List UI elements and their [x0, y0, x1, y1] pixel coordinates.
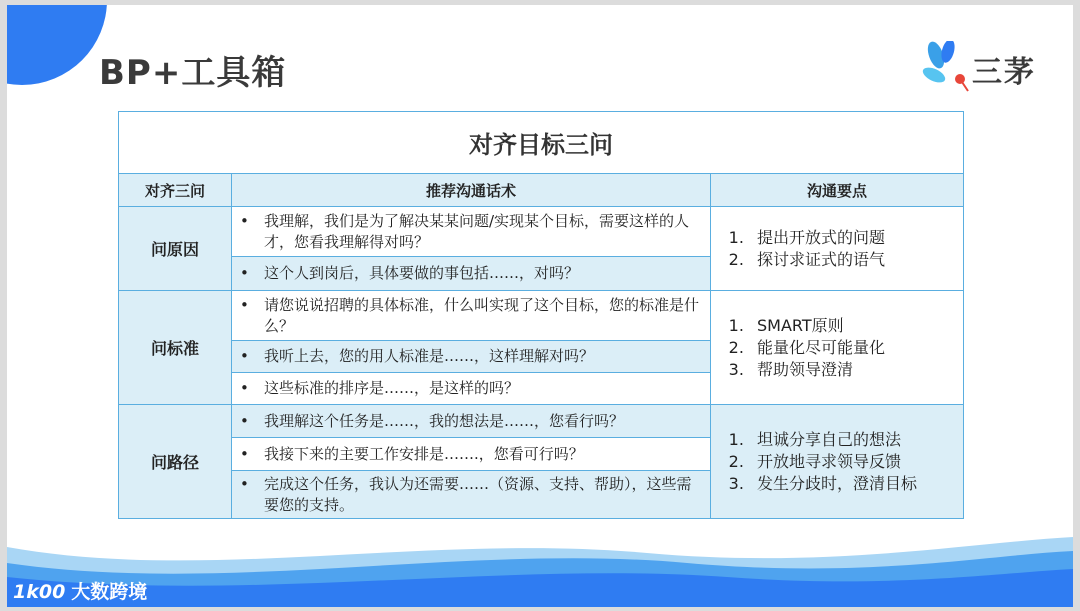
script-cell: • 这些标准的排序是……，是这样的吗？: [232, 373, 711, 405]
script-text: 我理解，我们是为了解决某某问题/实现某个目标，需要这样的人才，您看我理解得对吗？: [264, 211, 690, 251]
script-text: 我接下来的主要工作安排是…….，您看可行吗？: [264, 444, 584, 463]
points-cell-path: [711, 405, 964, 519]
script-text: 这个人到岗后，具体要做的事包括……，对吗？: [264, 264, 580, 282]
point-item: 2. 开放地寻求领导反馈: [749, 451, 963, 473]
script-cell: • 请您说说招聘的具体标准，什么叫实现了这个目标，您的标准是什么？: [232, 291, 711, 341]
script-text: 我理解这个任务是……，我的想法是……，您看行吗？: [264, 411, 625, 430]
alignment-table: [118, 111, 964, 519]
footer-waves: [7, 525, 1073, 607]
slide-title: BP+工具箱: [99, 53, 287, 93]
brand-name: 大数跨境: [71, 581, 148, 603]
script-cell: • 完成这个任务，我认为还需要……（资源、支持、帮助），这些需要您的支持。: [232, 471, 711, 519]
logo-text: 三茅: [972, 55, 1036, 90]
points-cell-reason: [711, 207, 964, 291]
table-caption: 对齐目标三问: [119, 112, 964, 174]
script-cell: • 我接下来的主要工作安排是…….，您看可行吗？: [232, 438, 711, 471]
point-item: 1. 坦诚分享自己的想法: [749, 429, 963, 451]
corner-decoration: [7, 5, 107, 85]
col-header-questions: 对齐三问: [119, 174, 232, 207]
col-header-points: 沟通要点: [711, 174, 964, 207]
point-item: 2. 能量化尽可能量化: [749, 337, 963, 359]
script-cell: • 这个人到岗后，具体要做的事包括……，对吗？: [232, 257, 711, 291]
script-text: 完成这个任务，我认为还需要……（资源、支持、帮助），这些需要您的支持。: [264, 474, 692, 514]
script-text: 请您说说招聘的具体标准，什么叫实现了这个目标，您的标准是什么？: [264, 295, 700, 335]
point-item: 1. 提出开放式的问题: [749, 227, 963, 249]
brand-mark: 1k00: [13, 581, 66, 603]
point-item: 3. 发生分歧时，澄清目标: [749, 473, 963, 495]
point-item: 2. 探讨求证式的语气: [749, 249, 963, 271]
footer-brand: [13, 577, 147, 604]
script-text: 我听上去，您的用人标准是……，这样理解对吗？: [264, 347, 595, 365]
group-label-path: 问路径: [119, 405, 232, 519]
points-cell-standard: [711, 291, 964, 405]
col-header-scripts: 推荐沟通话术: [232, 174, 711, 207]
group-label-standard: 问标准: [119, 291, 232, 405]
script-cell: • 我理解，我们是为了解决某某问题/实现某个目标，需要这样的人才，您看我理解得对吗？: [232, 207, 711, 257]
point-item: 3. 帮助领导澄清: [749, 359, 963, 381]
script-cell: • 我理解这个任务是……，我的想法是……，您看行吗？: [232, 405, 711, 438]
slide: [7, 5, 1073, 607]
script-cell: • 我听上去，您的用人标准是……，这样理解对吗？: [232, 341, 711, 373]
dragonfly-icon: [922, 41, 972, 97]
script-text: 这些标准的排序是……，是这样的吗？: [264, 379, 520, 397]
logo: [922, 41, 1042, 97]
point-item: 1. SMART原则: [749, 315, 963, 337]
group-label-reason: 问原因: [119, 207, 232, 291]
